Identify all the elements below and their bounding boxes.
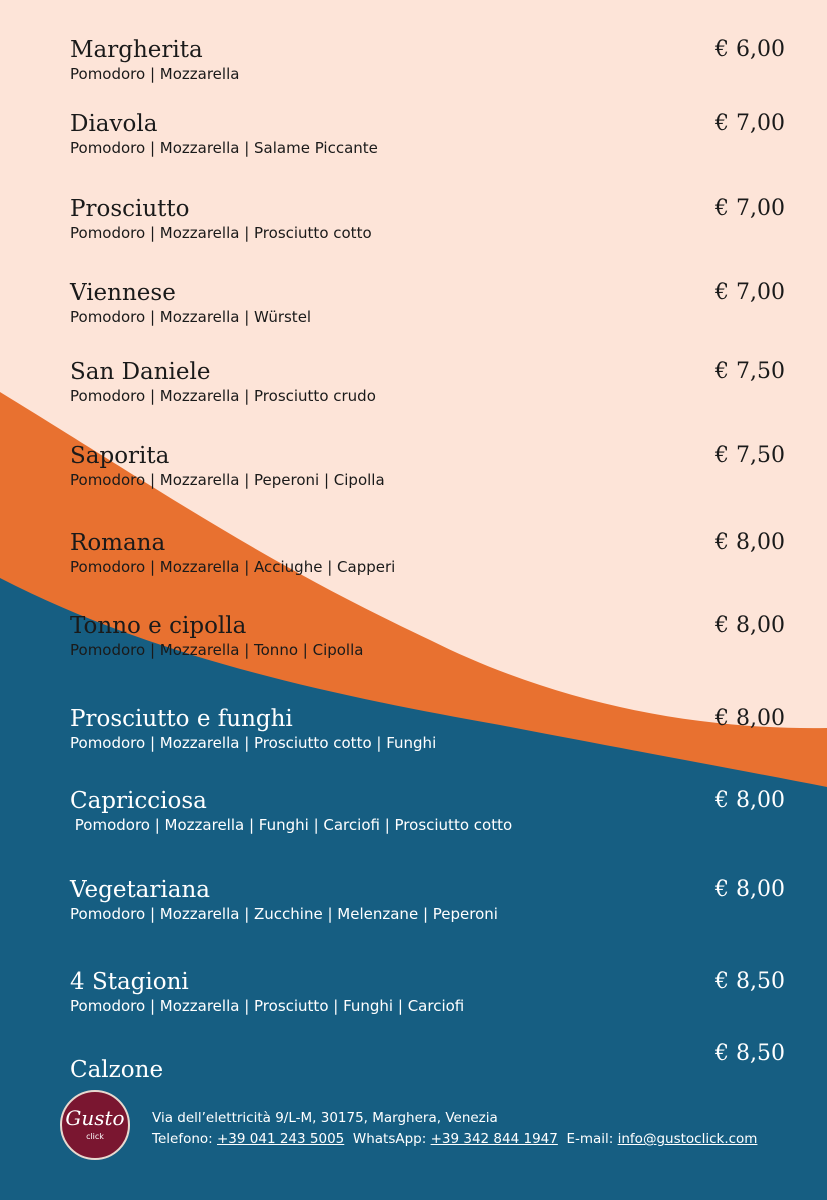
item-price: € 6,00 xyxy=(715,37,785,62)
item-ingredients: Pomodoro | Mozzarella | Prosciutto crudo xyxy=(70,387,376,405)
item-ingredients: Pomodoro | Mozzarella | Salame Piccante xyxy=(70,139,378,157)
email-label: E-mail: xyxy=(566,1131,614,1147)
item-ingredients: Pomodoro | Mozzarella xyxy=(70,65,240,83)
item-ingredients: Pomodoro | Mozzarella | Zucchine | Melenzane | Peperoni xyxy=(70,905,498,923)
item-ingredients: Pomodoro | Mozzarella | Prosciutto cotto xyxy=(70,224,372,242)
item-name: Prosciutto e funghi xyxy=(70,706,293,732)
item-price: € 8,50 xyxy=(715,1041,785,1066)
item-name: Prosciutto xyxy=(70,196,190,222)
item-price: € 8,00 xyxy=(715,706,785,731)
item-ingredients: Pomodoro | Mozzarella | Würstel xyxy=(70,308,312,326)
item-price: € 7,00 xyxy=(715,196,785,221)
item-price: € 8,00 xyxy=(715,613,785,638)
logo-wordmark: Gusto xyxy=(65,1106,125,1130)
item-name: Tonno e cipolla xyxy=(70,613,247,639)
item-price: € 8,50 xyxy=(715,969,785,994)
item-name: Margherita xyxy=(70,37,203,63)
item-price: € 7,50 xyxy=(715,443,785,468)
whatsapp-label: WhatsApp: xyxy=(352,1131,427,1147)
item-ingredients: Pomodoro | Mozzarella | Tonno | Cipolla xyxy=(70,641,364,659)
item-ingredients: Pomodoro | Mozzarella | Acciughe | Capperi xyxy=(70,558,396,576)
item-ingredients: Pomodoro | Mozzarella | Prosciutto cotto | Funghi xyxy=(70,734,437,752)
item-ingredients: Pomodoro | Mozzarella | Funghi | Carciofi | Prosciutto cotto xyxy=(70,816,513,834)
item-ingredients: Pomodoro | Mozzarella | Peperoni | Cipolla xyxy=(70,471,385,489)
item-name: 4 Stagioni xyxy=(70,969,189,995)
item-name: Diavola xyxy=(70,111,158,137)
gusto-click-logo xyxy=(60,1090,130,1160)
logo-subtitle: click xyxy=(86,1132,104,1141)
address-text: Via dell’elettricità 9/L-M, 30175, Marghera, Venezia xyxy=(152,1110,498,1126)
item-name: Vegetariana xyxy=(70,877,210,903)
item-price: € 7,00 xyxy=(715,280,785,305)
footer xyxy=(0,1088,827,1168)
item-price: € 7,50 xyxy=(715,359,785,384)
whatsapp-link[interactable]: +39 342 844 1947 xyxy=(430,1131,558,1147)
item-name: Saporita xyxy=(70,443,170,469)
item-price: € 8,00 xyxy=(715,530,785,555)
item-price: € 8,00 xyxy=(715,877,785,902)
item-name: San Daniele xyxy=(70,359,211,385)
item-ingredients: Pomodoro | Mozzarella | Prosciutto | Funghi | Carciofi xyxy=(70,997,465,1015)
item-name: Romana xyxy=(70,530,166,556)
email-link[interactable]: info@gustoclick.com xyxy=(617,1131,758,1147)
phone-label: Telefono: xyxy=(152,1131,213,1147)
item-price: € 7,00 xyxy=(715,111,785,136)
item-price: € 8,00 xyxy=(715,788,785,813)
item-name: Viennese xyxy=(70,280,176,306)
item-name: Calzone xyxy=(70,1057,164,1083)
phone-link[interactable]: +39 041 243 5005 xyxy=(217,1131,345,1147)
item-name: Capricciosa xyxy=(70,788,207,814)
contact-line xyxy=(152,1131,757,1147)
